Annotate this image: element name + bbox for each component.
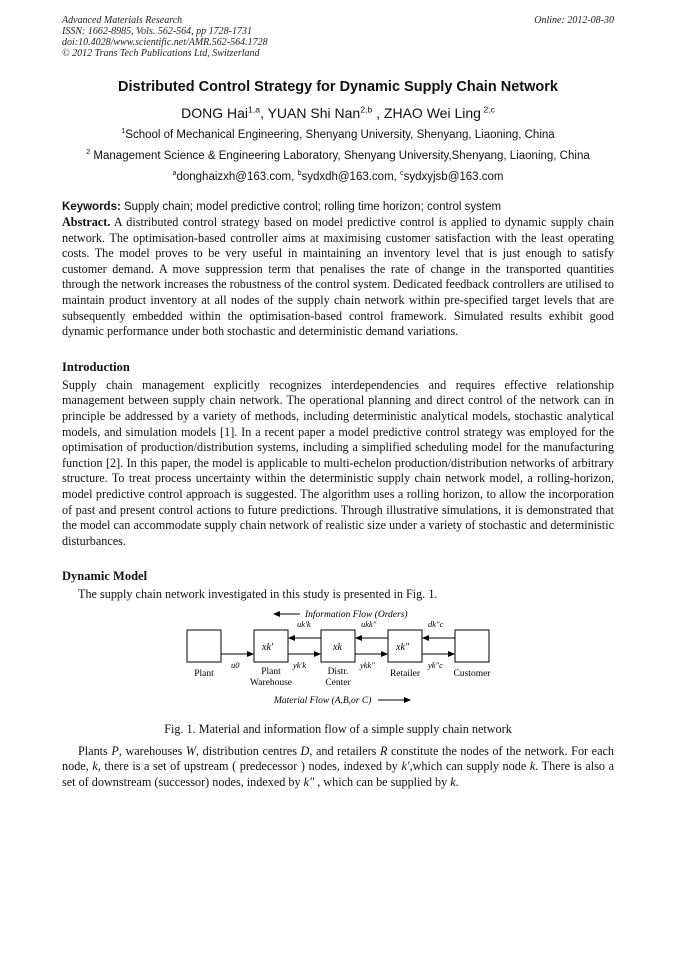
text-run: constitute the nodes of the network. For each node, xyxy=(62,743,615,774)
node-label-warehouse-1: Plant xyxy=(261,666,281,677)
dynamic-model-paragraph xyxy=(62,744,614,791)
affiliation-sup: 2 xyxy=(86,148,91,157)
text-run: , distribution centres xyxy=(196,743,301,758)
author-sup: 2,c xyxy=(480,104,495,115)
node-label-distr-1: Distr. xyxy=(327,666,349,677)
info-flow-label: Information Flow (Orders) xyxy=(305,609,408,620)
email-sup: a xyxy=(172,169,177,178)
label-u-k-kdprime: ukk″ xyxy=(361,618,377,629)
author-name: ZHAO Wei Ling xyxy=(383,105,481,121)
abstract xyxy=(62,215,614,340)
journal-issn: ISSN: 1662-8985, Vols. 562-564, pp 1728-1731 xyxy=(62,26,252,37)
math-var: k′ xyxy=(401,759,410,774)
figure-1 xyxy=(62,604,614,708)
author-sep: , xyxy=(260,105,268,121)
node-label-customer: Customer xyxy=(453,668,491,679)
keywords xyxy=(62,200,614,215)
node-customer-box xyxy=(455,630,489,662)
paper-title: Distributed Control Strategy for Dynamic Supply Chain Network xyxy=(118,79,558,95)
node-label-plant: Plant xyxy=(194,668,214,679)
node-label-warehouse-2: Warehouse xyxy=(250,677,292,688)
online-date: Online: 2012-08-30 xyxy=(534,15,614,26)
journal-name: Advanced Materials Research xyxy=(62,15,183,26)
math-var: k xyxy=(529,759,536,774)
affiliation-1 xyxy=(62,125,614,146)
math-var: D xyxy=(300,743,310,758)
affiliation-text: School of Mechanical Engineering, Shenyang University, Shenyang, Liaoning, China xyxy=(125,129,555,141)
label-u-kprime-k: uk′k xyxy=(297,618,311,629)
paper-page xyxy=(62,15,614,791)
affiliation-text: Management Science & Engineering Laboratory, Shenyang University,Shenyang, Liaoning, China xyxy=(90,150,590,162)
label-y-k-kdprime: ykk″ xyxy=(360,659,375,670)
journal-doi[interactable]: doi:10.4028/www.scientific.net/AMR.562-564.1728 xyxy=(62,37,268,48)
text-run: , and retailers xyxy=(309,743,380,758)
label-y-kdprime-c: yk″c xyxy=(428,659,443,670)
text-run: , which can be supplied by xyxy=(314,775,451,790)
figure-caption: Fig. 1. Material and information flow of a simple supply chain network xyxy=(164,721,512,736)
math-var: k″ xyxy=(303,775,315,790)
math-var: R xyxy=(379,743,388,758)
keywords-label: Keywords: xyxy=(62,201,121,213)
email-address[interactable]: sydxdh@163.com, xyxy=(301,171,401,183)
text-run: , there is a set of upstream ( predecessor ) nodes, indexed by xyxy=(97,759,402,774)
label-d-kdprime-c: dk″c xyxy=(428,618,444,629)
introduction-heading: Introduction xyxy=(62,359,130,374)
journal-copyright: © 2012 Trans Tech Publications Ltd, Switzerland xyxy=(62,48,260,59)
affiliation-sup: 1 xyxy=(121,127,126,136)
author-name: YUAN Shi Nan xyxy=(267,105,361,121)
text-run: ,which can supply node xyxy=(409,759,530,774)
keywords-text: Supply chain; model predictive control; rolling time horizon; control system xyxy=(120,201,502,213)
email-address[interactable]: donghaizxh@163.com, xyxy=(176,171,298,183)
dynamic-model-heading: Dynamic Model xyxy=(62,569,148,584)
text-run: Plants xyxy=(78,743,112,758)
text-run: . xyxy=(455,775,459,790)
author-sup: 1,a xyxy=(248,104,261,115)
node-var-retailer: xk″ xyxy=(396,641,410,653)
abstract-text: A distributed control strategy based on model predictive control is applied to dynamic supply chain network. The optimisation-based controller aims at maximising customer satisfaction with the least operating costs. The model proves to be very useful in maintaining an inventory level that is just enough to satisfy customer demand. A move suppression term that penalises the rate of change in the transported quantities through the network increases the robustness of the control system. Dedicated feedback controllers are utilised to maintain product inventory at all nodes of the supply chain network within pre-specified target levels that are subsequently embedded within the optimisation-based control framework. Simulated results exhibit good dynamic performance under both stochastic and deterministic demand variations. xyxy=(62,215,614,339)
email-sup: c xyxy=(400,169,404,178)
node-plant-box xyxy=(187,630,221,662)
affiliation-2 xyxy=(54,146,622,167)
text-run: . There is also a set of downstream (successor) nodes, indexed by xyxy=(62,759,614,790)
author-sep: , xyxy=(372,105,384,121)
author-name: DONG Hai xyxy=(181,105,248,121)
math-var: k xyxy=(450,775,456,790)
node-var-warehouse: xk′ xyxy=(262,641,274,653)
journal-header xyxy=(62,15,614,59)
author-list xyxy=(62,104,614,122)
material-flow-label: Material Flow (A,B,or C) xyxy=(274,695,372,706)
email-address[interactable]: sydxyjsb@163.com xyxy=(403,171,504,183)
abstract-label: Abstract. xyxy=(62,215,111,229)
math-var: k xyxy=(92,759,98,774)
node-label-retailer: Retailer xyxy=(389,668,421,679)
label-u0: u0 xyxy=(231,659,240,670)
math-var: P xyxy=(111,743,119,758)
text-run: , warehouses xyxy=(118,743,186,758)
dynamic-model-intro: The supply chain network investigated in this study is presented in Fig. 1. xyxy=(78,587,438,602)
label-y-kprime-k: yk′k xyxy=(293,659,307,670)
introduction-paragraph: Supply chain management explicitly recognizes interdependencies and requires effective relationship management between supply chain network. The operational planning and direct control of the network can in principle be addressed by a variety of methods, including deterministic analytical models, stochastic analytical models, and simulation models [1]. In a recent paper a model predictive control strategy was employed for the optimisation of production/distribution systems, including a simplified scheduling model for the manufacturing function [2]. In this paper, the model is applicable to multi-echelon production/distribution networks of arbitrary structure. To treat process uncertainty within the deterministic supply chain network model, a rolling-horizon, model predictive control approach is suggested. The algorithm uses a rolling horizon, to allow the incorporation of past and present control actions to future predictions. Through illustrative simulations, it is demonstrated that the model can accommodate supply chain network of realistic size under a variety of stochastic and deterministic disturbances. xyxy=(62,377,614,548)
supply-chain-diagram xyxy=(62,604,614,708)
node-var-distr: xk xyxy=(333,641,342,653)
math-var: W xyxy=(185,743,197,758)
node-label-distr-2: Center xyxy=(325,677,351,688)
email-list xyxy=(62,167,614,188)
author-sup: 2,b xyxy=(360,104,373,115)
email-sup: b xyxy=(297,169,302,178)
